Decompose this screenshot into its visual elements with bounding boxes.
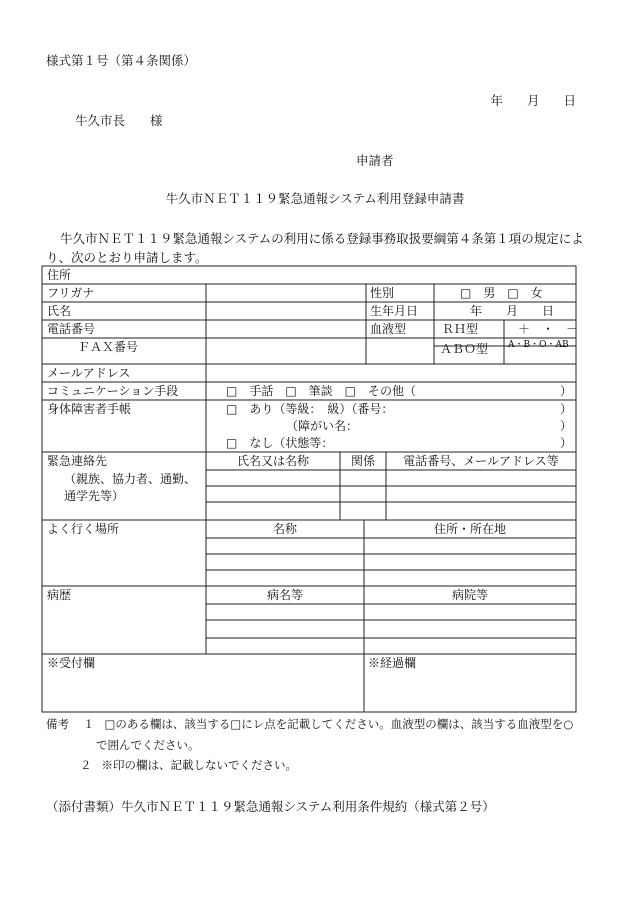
addressee: 牛久市長 様 bbox=[75, 113, 163, 128]
intro-paragraph: 牛久市ＮＥＴ１１９緊急通報システムの利用に係る登録事務取扱要綱第４条第１項の規定により、次のとおり申請します。 bbox=[46, 231, 584, 265]
communication-close-paren: ） bbox=[560, 384, 573, 398]
emergency-contact-label: 緊急連絡先 bbox=[47, 454, 108, 468]
gender-label: 性別 bbox=[370, 286, 395, 300]
note-1-number: １ bbox=[83, 717, 95, 731]
note-prefix: 備考 bbox=[46, 717, 69, 731]
disability-yes-close-paren: ） bbox=[560, 402, 573, 416]
abo-label: ＡＢＯ型 bbox=[440, 342, 489, 356]
communication-label: コミュニケーション手段 bbox=[47, 384, 179, 398]
medical-history-label: 病歴 bbox=[47, 588, 72, 602]
note-2 bbox=[80, 757, 297, 773]
disease-name-header: 病名等 bbox=[266, 588, 303, 602]
fax-label: ＦＡＸ番号 bbox=[78, 340, 139, 354]
reception-label: ※受付欄 bbox=[47, 656, 96, 670]
name-label: 氏名 bbox=[47, 304, 72, 318]
birthdate-label: 生年月日 bbox=[370, 304, 419, 318]
places-name-header: 名称 bbox=[272, 522, 297, 536]
email-label: メールアドレス bbox=[47, 366, 131, 380]
emergency-contact-note: （親族、協力者、通勤、通学先等） bbox=[64, 472, 197, 503]
emergency-relation-header: 関係 bbox=[350, 454, 375, 468]
disability-label: 身体障害者手帳 bbox=[47, 402, 132, 416]
disability-name-field: （障がい名： bbox=[286, 419, 359, 433]
form-number: 様式第１号（第４条関係） bbox=[46, 53, 197, 68]
places-address-header: 住所・所在地 bbox=[433, 522, 506, 536]
blood-type-label: 血液型 bbox=[370, 322, 407, 336]
note-1 bbox=[46, 716, 573, 732]
note-1-text: □のある欄は、該当する□にレ点を記載してください。血液型の欄は、該当する血液型を○ bbox=[104, 717, 574, 731]
date-line: 年 月 日 bbox=[490, 93, 576, 108]
note-1-continued: で囲んでください。 bbox=[96, 738, 200, 752]
phone-label: 電話番号 bbox=[47, 322, 96, 336]
hospital-header: 病院等 bbox=[451, 588, 488, 602]
disability-yes-option[interactable]: □ あり（等級： 級）（番号： bbox=[226, 402, 394, 416]
disability-no-close-paren: ） bbox=[560, 436, 573, 450]
applicant-label: 申請者 bbox=[356, 153, 394, 168]
disability-no-option[interactable]: □ なし（状態等： bbox=[226, 436, 334, 450]
emergency-name-header: 氏名又は名称 bbox=[236, 454, 309, 468]
note-2-text: ※印の欄は、記載しないでください。 bbox=[101, 758, 297, 772]
progress-label: ※経過欄 bbox=[368, 656, 417, 670]
rh-label: ＲＨ型 bbox=[442, 322, 479, 336]
abo-options[interactable]: A・B・O・AB bbox=[508, 340, 569, 350]
disability-name-close-paren: ） bbox=[560, 419, 573, 433]
note-2-number: ２ bbox=[80, 758, 92, 772]
document-title: 牛久市ＮＥＴ１１９緊急通報システム利用登録申請書 bbox=[165, 191, 465, 206]
frequent-places-label: よく行く場所 bbox=[47, 522, 120, 536]
furigana-label: フリガナ bbox=[47, 286, 95, 300]
communication-options[interactable]: □ 手話 □ 筆談 □ その他（ bbox=[226, 384, 417, 398]
gender-options[interactable]: □ 男 □ 女 bbox=[460, 286, 543, 300]
emergency-contact-header: 電話番号、メールアドレス等 bbox=[403, 454, 559, 468]
address-label: 住所 bbox=[47, 268, 72, 282]
attachment-note: （添付書類）牛久市ＮＥＴ１１９緊急通報システム利用条件規約（様式第２号） bbox=[46, 799, 495, 814]
birthdate-value: 年 月 日 bbox=[470, 304, 555, 318]
rh-options[interactable]: ＋ ・ － bbox=[518, 322, 579, 336]
